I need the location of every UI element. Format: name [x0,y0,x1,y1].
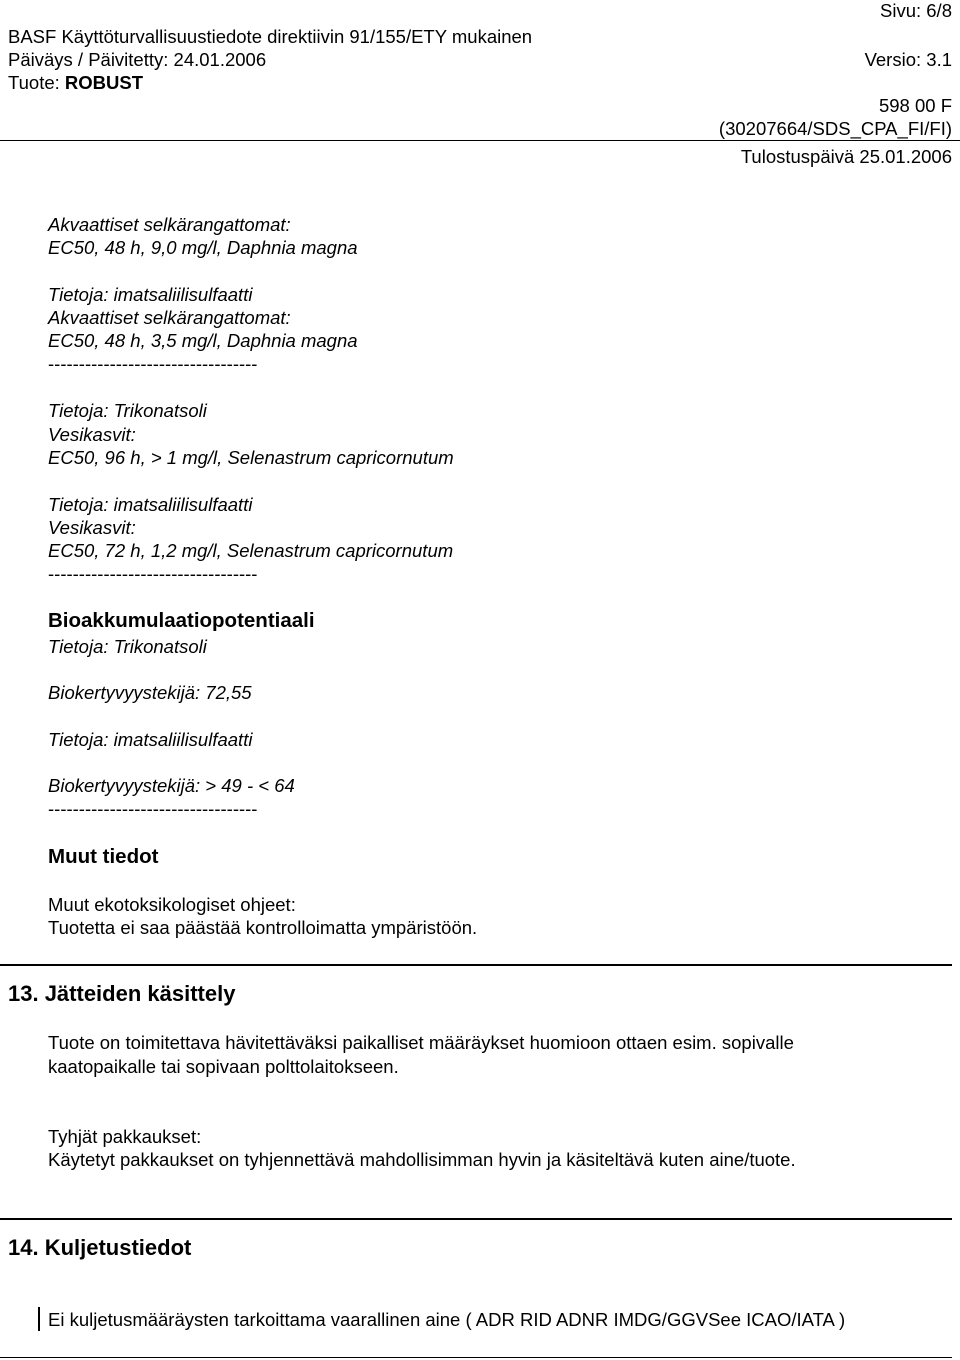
bio-line: Biokertyvyystekijä: > 49 - < 64 [48,775,295,796]
other-info-line: Muut ekotoksikologiset ohjeet: [48,894,296,915]
section-13-heading: 13. Jätteiden käsittely [8,981,236,1006]
section-divider [0,964,952,966]
bio-line: Tietoja: Trikonatsoli [48,636,207,657]
other-info-heading: Muut tiedot [48,845,159,868]
ecotox-line: EC50, 72 h, 1,2 mg/l, Selenastrum capricornutum [48,540,454,561]
ecotox-line: EC50, 96 h, > 1 mg/l, Selenastrum capricornutum [48,447,454,468]
ecotox-line: Vesikasvit: [48,517,136,538]
ecotox-line: Vesikasvit: [48,424,136,445]
product-code: 598 00 F [878,95,952,116]
bio-line: Biokertyvyystekijä: 72,55 [48,682,252,703]
document-title: BASF Käyttöturvallisuustiedote direktiivin 91/155/ETY mukainen [8,26,533,47]
section-divider [0,1218,952,1220]
ecotox-line: Akvaattiset selkärangattomat: [48,214,291,235]
ecotox-line: Tietoja: imatsaliilisulfaatti [48,284,253,305]
separator: ---------------------------------- [48,353,258,374]
document-dates: Päiväys / Päivitetty: 24.01.2006 [8,49,267,70]
ecotox-line: Akvaattiset selkärangattomat: [48,307,291,328]
section-14-heading: 14. Kuljetustiedot [8,1235,192,1260]
ecotox-line: Tietoja: imatsaliilisulfaatti [48,494,253,515]
print-date: Tulostuspäivä 25.01.2006 [740,146,952,167]
change-bar [38,1307,40,1331]
separator: ---------------------------------- [48,798,258,819]
page-number: Sivu: 6/8 [880,0,952,21]
bioaccumulation-heading: Bioakkumulaatiopotentiaali [48,609,315,632]
section-14-text: Ei kuljetusmääräysten tarkoittama vaarallinen aine ( ADR RID ADNR IMDG/GGVSee ICAO/IATA ) [48,1309,846,1330]
section-13-text: Tuote on toimitettava hävitettäväksi paikalliset määräykset huomioon ottaen esim. sopivalle [48,1032,794,1053]
document-version: Versio: 3.1 [864,49,952,70]
bio-line: Tietoja: imatsaliilisulfaatti [48,729,253,750]
section-13-text: Tyhjät pakkaukset: [48,1126,202,1147]
other-info-line: Tuotetta ei saa päästää kontrolloimatta ympäristöön. [48,917,478,938]
separator: ---------------------------------- [48,563,258,584]
section-13-text: kaatopaikalle tai sopivaan polttolaitokseen. [48,1056,399,1077]
section-13-text: Käytetyt pakkaukset on tyhjennettävä mahdollisimman hyvin ja käsiteltävä kuten aine/tuote. [48,1149,796,1170]
ecotox-line: Tietoja: Trikonatsoli [48,400,207,421]
ecotox-line: EC50, 48 h, 9,0 mg/l, Daphnia magna [48,237,358,258]
product-name: ROBUST [64,72,144,93]
footer-divider [0,1357,952,1358]
header-divider [0,140,960,141]
product-line [8,72,143,94]
document-reference: (30207664/SDS_CPA_FI/FI) [718,118,952,139]
ecotox-line: EC50, 48 h, 3,5 mg/l, Daphnia magna [48,330,358,351]
product-label: Tuote: [8,72,60,93]
